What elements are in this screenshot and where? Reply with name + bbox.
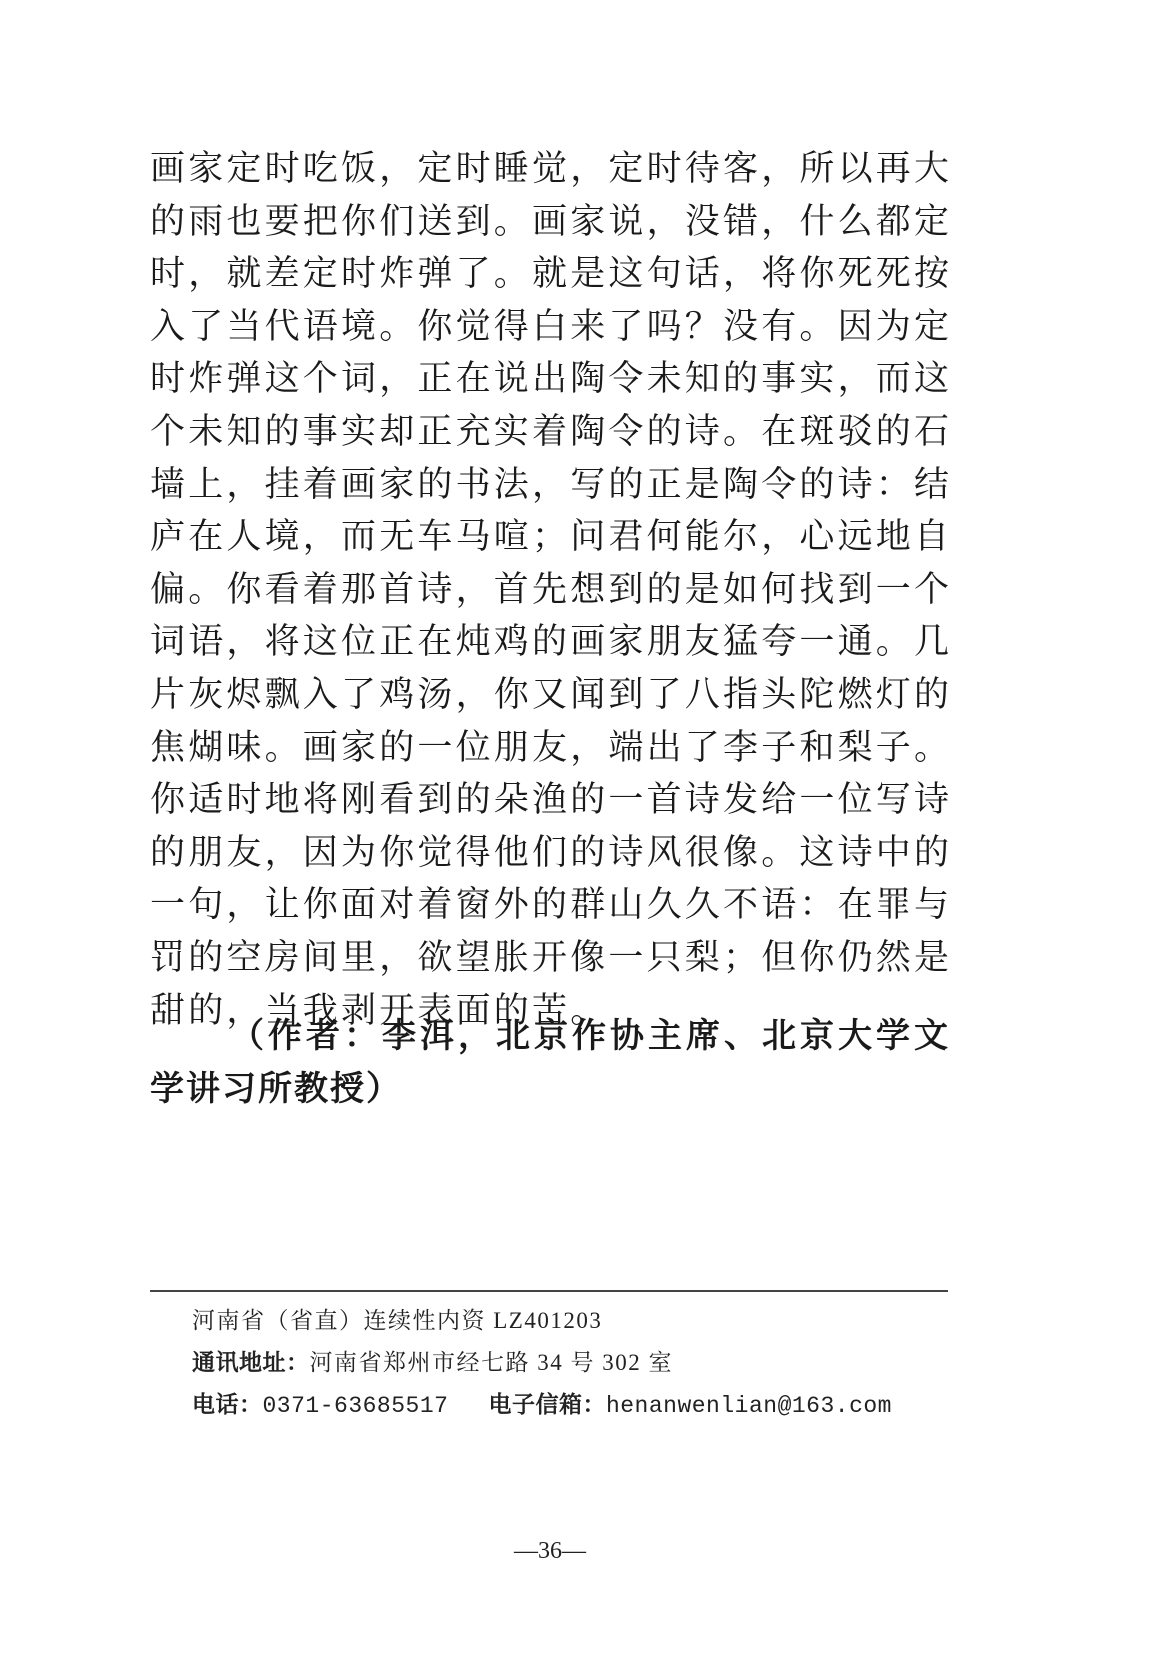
- article-line: 时炸弹这个词，正在说出陶令未知的事实，而这: [150, 359, 953, 400]
- publication-footer: [192, 1300, 952, 1426]
- article-line: 墙上，挂着画家的书法，写的正是陶令的诗：结: [150, 464, 953, 505]
- article-line: 罚的空房间里，欲望胀开像一只梨；但你仍然是: [150, 937, 953, 978]
- contact-row: [192, 1384, 952, 1426]
- article-line: 的雨也要把你们送到。画家说，没错，什么都定: [150, 201, 953, 242]
- publication-license: 河南省（省直）连续性内资 LZ401203: [192, 1308, 603, 1333]
- article-line: 画家定时吃饭，定时睡觉，定时待客，所以再大: [150, 149, 953, 189]
- article-line: 词语，将这位正在炖鸡的画家朋友猛夸一通。几: [150, 622, 953, 663]
- address-label: 通讯地址：: [192, 1350, 310, 1376]
- email-label: 电子信箱：: [488, 1392, 606, 1418]
- article-line: 个未知的事实却正充实着陶令的诗。在斑驳的石: [150, 411, 953, 452]
- article-line: 入了当代语境。你觉得白来了吗？没有。因为定: [150, 306, 953, 347]
- article-line: 你适时地将刚看到的朵渔的一首诗发给一位写诗: [150, 780, 953, 821]
- phone-label: 电话：: [192, 1392, 263, 1418]
- author-byline: [150, 1010, 950, 1115]
- article-line: 片灰烬飘入了鸡汤，你又闻到了八指头陀燃灯的: [150, 674, 953, 715]
- footer-divider: [150, 1290, 948, 1292]
- article-line: 甜的，当我剥开表面的苦。: [150, 990, 609, 1031]
- article-line: 时，就差定时炸弹了。就是这句话，将你死死按: [150, 254, 953, 295]
- article-line: 一句，让你面对着窗外的群山久久不语：在罪与: [150, 885, 953, 926]
- article-line: 的朋友，因为你觉得他们的诗风很像。这诗中的: [150, 832, 953, 873]
- email-value: henanwenlian@163.com: [605, 1393, 892, 1419]
- article-body: [150, 143, 953, 1037]
- address-row: [192, 1342, 952, 1384]
- article-line: 偏。你看着那首诗，首先想到的是如何找到一个: [150, 569, 953, 610]
- article-line: 焦煳味。画家的一位朋友，端出了李子和梨子。: [150, 727, 953, 768]
- article-line: 庐在人境，而无车马喧；问君何能尔，心远地自: [150, 517, 953, 558]
- byline-line: （作者：李洱，北京作协主席、北京大学文: [230, 1016, 950, 1056]
- address-value: 河南省郑州市经七路 34 号 302 室: [309, 1350, 673, 1375]
- phone-value: 0371-63685517: [262, 1393, 449, 1419]
- byline-line: 学讲习所教授）: [150, 1068, 402, 1109]
- page-number: —36—: [514, 1538, 586, 1564]
